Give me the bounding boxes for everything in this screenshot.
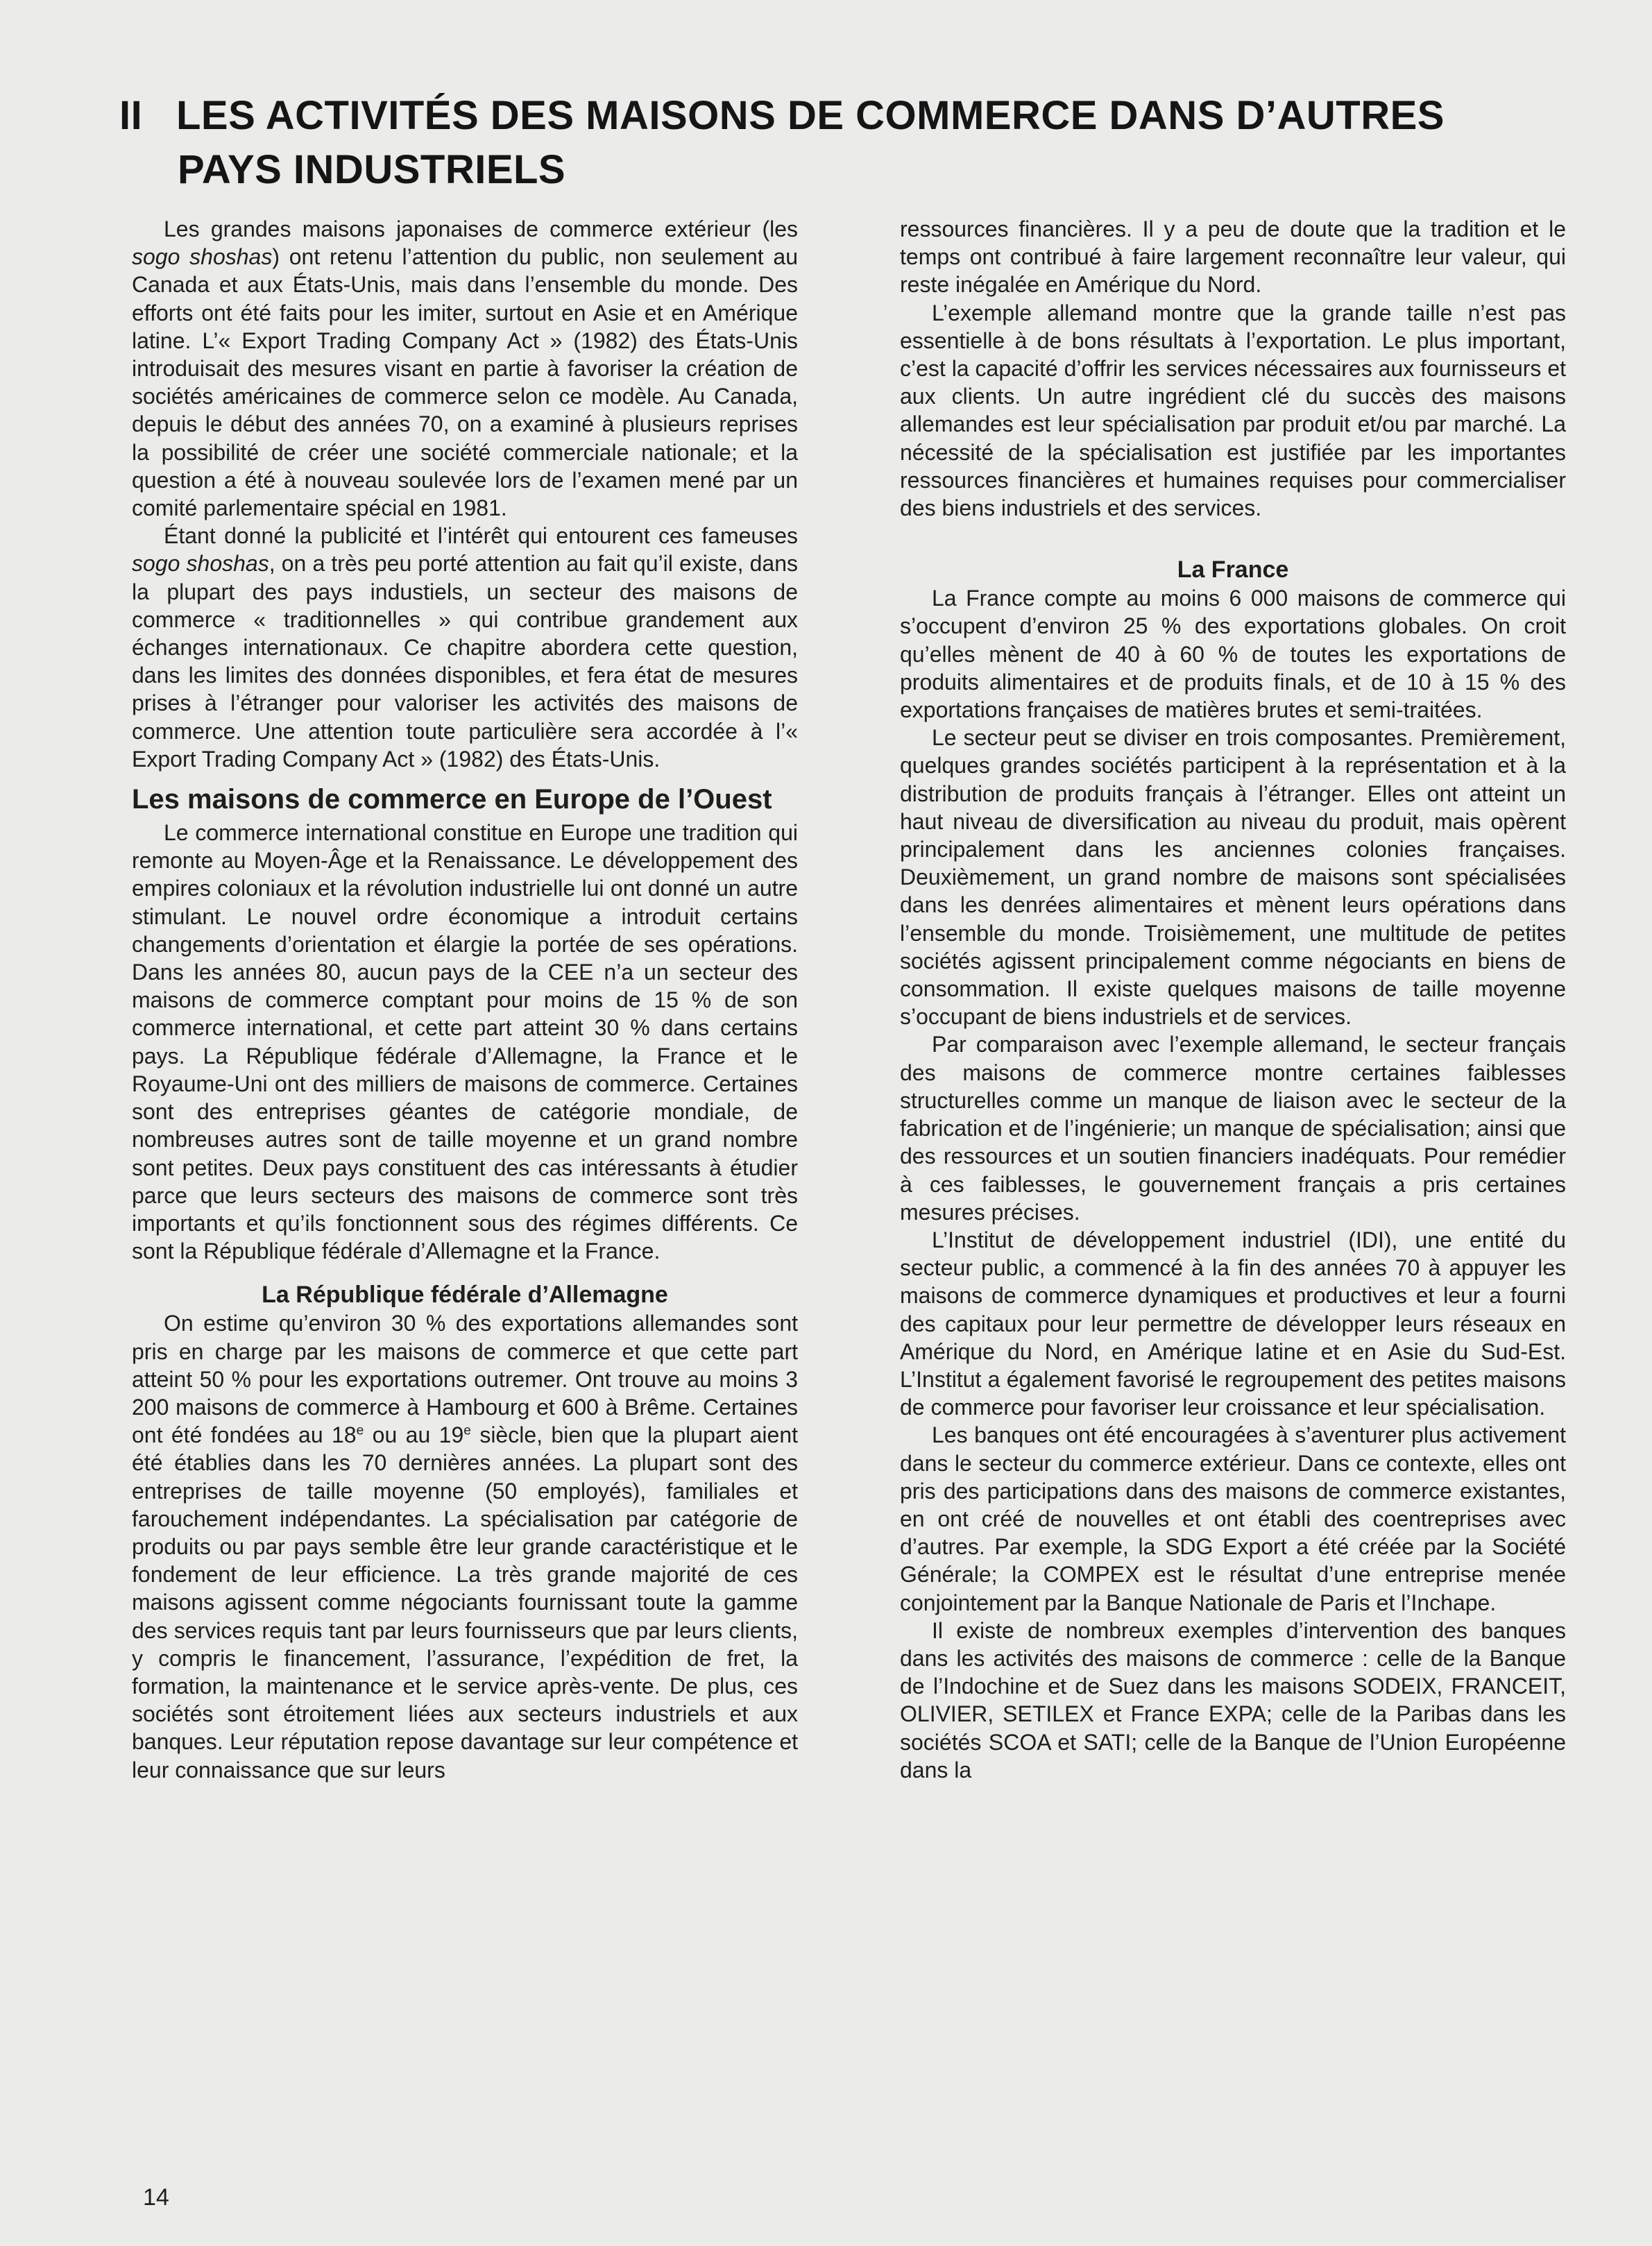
paragraph: On estime qu’environ 30 % des exportations allemandes sont pris en charge par les maisons de commerce et que cette part atteint 50 % pour les exportations outremer. Ont trouve au moins 3 200 maisons de commerce à Hambourg et 600 à Brême. Certaines ont été fondées au 18e ou au 19e siècle, bien que la plupart aient été établies dans les 70 dernières années. La plupart sont des entreprises de taille moyenne (50 employés), familiales et farouchement indépendantes. La spécialisation par catégorie de produits ou par pays semble être leur grande caractéristique et le fondement de leur efficience. La très grande majorité de ces maisons agissent comme négociants fournissant toute la gamme des services requis tant par leurs fournisseurs que par leurs clients, y compris le financement, l’assurance, l’expédition de fret, la formation, la maintenance et le service après-vente. De plus, ces sociétés sont étroitement liées aux secteurs industriels et aux banques. Leur réputation repose davantage sur leur compétence et leur connaissance que sur leurs xyxy=(132,1311,799,1783)
paragraph: Le commerce international constitue en Europe une tradition qui remonte au Moyen-Âge et la Renaissance. Le développement des empires coloniaux et la révolution industrielle lui ont donné un autre stimulant. Le nouvel ordre économique a introduit certains changements d’orientation et élargie la portée de ses opérations. Dans les années 80, aucun pays de la CEE n’a un secteur des maisons de commerce comptant pour moins de 15 % de son commerce international, et cette part atteint 30 % dans certains pays. La République fédérale d’Allemagne, la France et le Royaume-Uni ont des milliers de maisons de commerce. Certaines sont des entreprises géantes de catégorie mondiale, de nombreuses autres sont de taille moyenne et un grand nombre sont petites. Deux pays constituent des cas intéressants à étudier parce que leurs secteurs des maisons de commerce sont très importants et qu’ils fonctionnent sous des régimes différents. Ce sont la République fédérale d’Allemagne et la France. xyxy=(132,820,798,1264)
chapter-title-line-1: LES ACTIVITÉS DES MAISONS DE COMMERCE DANS D’AUTRES xyxy=(176,93,1445,138)
chapter-heading xyxy=(119,89,1507,197)
left-column xyxy=(132,215,798,1784)
right-column xyxy=(900,215,1566,1784)
paragraph: L’Institut de développement industriel (IDI), une entité du secteur public, a commencé à la fin des années 70 à appuyer les maisons de commerce dynamiques et productives et leur a fourni des capitaux pour leur permettre de développer leurs réseaux en Amérique du Nord, en Amérique latine et en Asie du Sud-Est. L’Institut a également favorisé le regroupement des petites maisons de commerce pour favoriser leur croissance et leur spécialisation. xyxy=(900,1227,1566,1420)
section-heading-europe: Les maisons de commerce en Europe de l’Ouest xyxy=(132,784,772,815)
emphasis-text: sogo shoshas xyxy=(132,244,273,270)
paragraph: Les banques ont été encouragées à s’aventurer plus activement dans le secteur du commerce extérieur. Dans ce contexte, elles ont pris des participations dans des maisons de commerce existantes, en ont créé de nouvelles et ont établi des coentreprises avec d’autres. Par exemple, la SDG Export a été créée par la Société Générale; la COMPEX est le résultat d’une entreprise menée conjointement par la Banque Nationale de Paris et l’Inchape. xyxy=(900,1422,1566,1615)
paragraph: Les grandes maisons japonaises de commerce extérieur (les sogo shoshas) ont retenu l’attention du public, non seulement au Canada et aux États-Unis, mais dans l’ensemble du monde. Des efforts ont été faits pour les imiter, surtout en Asie et en Amérique latine. L’« Export Trading Company Act » (1982) des États-Unis introduisait des mesures visant en partie à favoriser la création de sociétés américaines de commerce selon ce modèle. Au Canada, depuis le début des années 70, on a examiné à plusieurs reprises la possibilité de créer une société commerciale nationale; et la question a été à nouveau soulevée lors de l’examen mené par un comité parlementaire spécial en 1981. xyxy=(132,216,799,521)
page-number: 14 xyxy=(143,2184,169,2211)
paragraph: ressources financières. Il y a peu de doute que la tradition et le temps ont contribué à faire largement reconnaître leur valeur, qui reste inégalée en Amérique du Nord. xyxy=(900,216,1566,298)
paragraph: Étant donné la publicité et l’intérêt qui entourent ces fameuses sogo shoshas, on a très peu porté attention au fait qu’il existe, dans la plupart des pays industiels, un secteur des maisons de commerce « traditionnelles » qui contribue grandement aux échanges internationaux. Ce chapitre abordera cette question, dans les limites des données disponibles, et fera état de mesures prises à l’étranger pour valoriser les activités des maisons de commerce. Une attention toute particulière sera accordée à l’« Export Trading Company Act » (1982) des États-Unis. xyxy=(132,523,799,772)
paragraph: Par comparaison avec l’exemple allemand, le secteur français des maisons de commerce montre certaines faiblesses structurelles comme un manque de liaison avec le secteur de la fabrication et de l’ingénierie; un manque de spécialisation; ainsi que des ressources et un soutien financiers inadéquats. Pour remédier à ces faiblesses, le gouvernement français a pris certaines mesures précises. xyxy=(900,1032,1566,1225)
chapter-title-line-2: PAYS INDUSTRIELS xyxy=(178,147,566,192)
subsection-heading-france: La France xyxy=(1177,556,1289,584)
chapter-number: II xyxy=(119,93,143,138)
paragraph: Il existe de nombreux exemples d’intervention des banques dans les activités des maisons de commerce : celle de la Banque de l’Indochine et de Suez dans les maisons SODEIX, FRANCEIT, OLIVIER, SETILEX et France EXPA; celle de la Paribas dans les sociétés SCOA et SATI; celle de la Banque de l’Union Européenne dans la xyxy=(900,1617,1566,1783)
emphasis-text: sogo shoshas xyxy=(132,551,269,577)
paragraph: La France compte au moins 6 000 maisons de commerce qui s’occupent d’environ 25 % des exportations globales. On croit qu’elles mènent de 40 à 60 % de toutes les exportations de produits alimentaires et de produits finals, et de 10 à 15 % des exportations françaises de matières brutes et semi-traitées. xyxy=(900,586,1566,723)
paragraph: Le secteur peut se diviser en trois composantes. Premièrement, quelques grandes sociétés participent à la représentation et à la distribution de produits français à l’étranger. Elles ont atteint un haut niveau de diversification au niveau du produit, mais opèrent principalement dans les anciennes colonies françaises. Deuxièmement, un grand nombre de maisons sont spécialisées dans les denrées alimentaires et mènent leurs opérations dans l’ensemble du monde. Troisièmement, une multitude de petites sociétés agissent principalement comme négociants en biens de consommation. Il existe quelques maisons de taille moyenne s’occupant de biens industriels et de services. xyxy=(900,725,1566,1030)
paragraph: L’exemple allemand montre que la grande taille n’est pas essentielle à de bons résultats à l’exportation. Le plus important, c’est la capacité d’offrir les services nécessaires aux fournisseurs et aux clients. Un autre ingrédient clé du succès des maisons allemandes est leur spécialisation par produit et/ou par marché. La nécessité de la spécialisation est justifiée par les importantes ressources financières et humaines requises pour commercialiser des biens industriels et des services. xyxy=(900,300,1566,521)
subsection-heading-rfa: La République fédérale d’Allemagne xyxy=(262,1282,668,1309)
